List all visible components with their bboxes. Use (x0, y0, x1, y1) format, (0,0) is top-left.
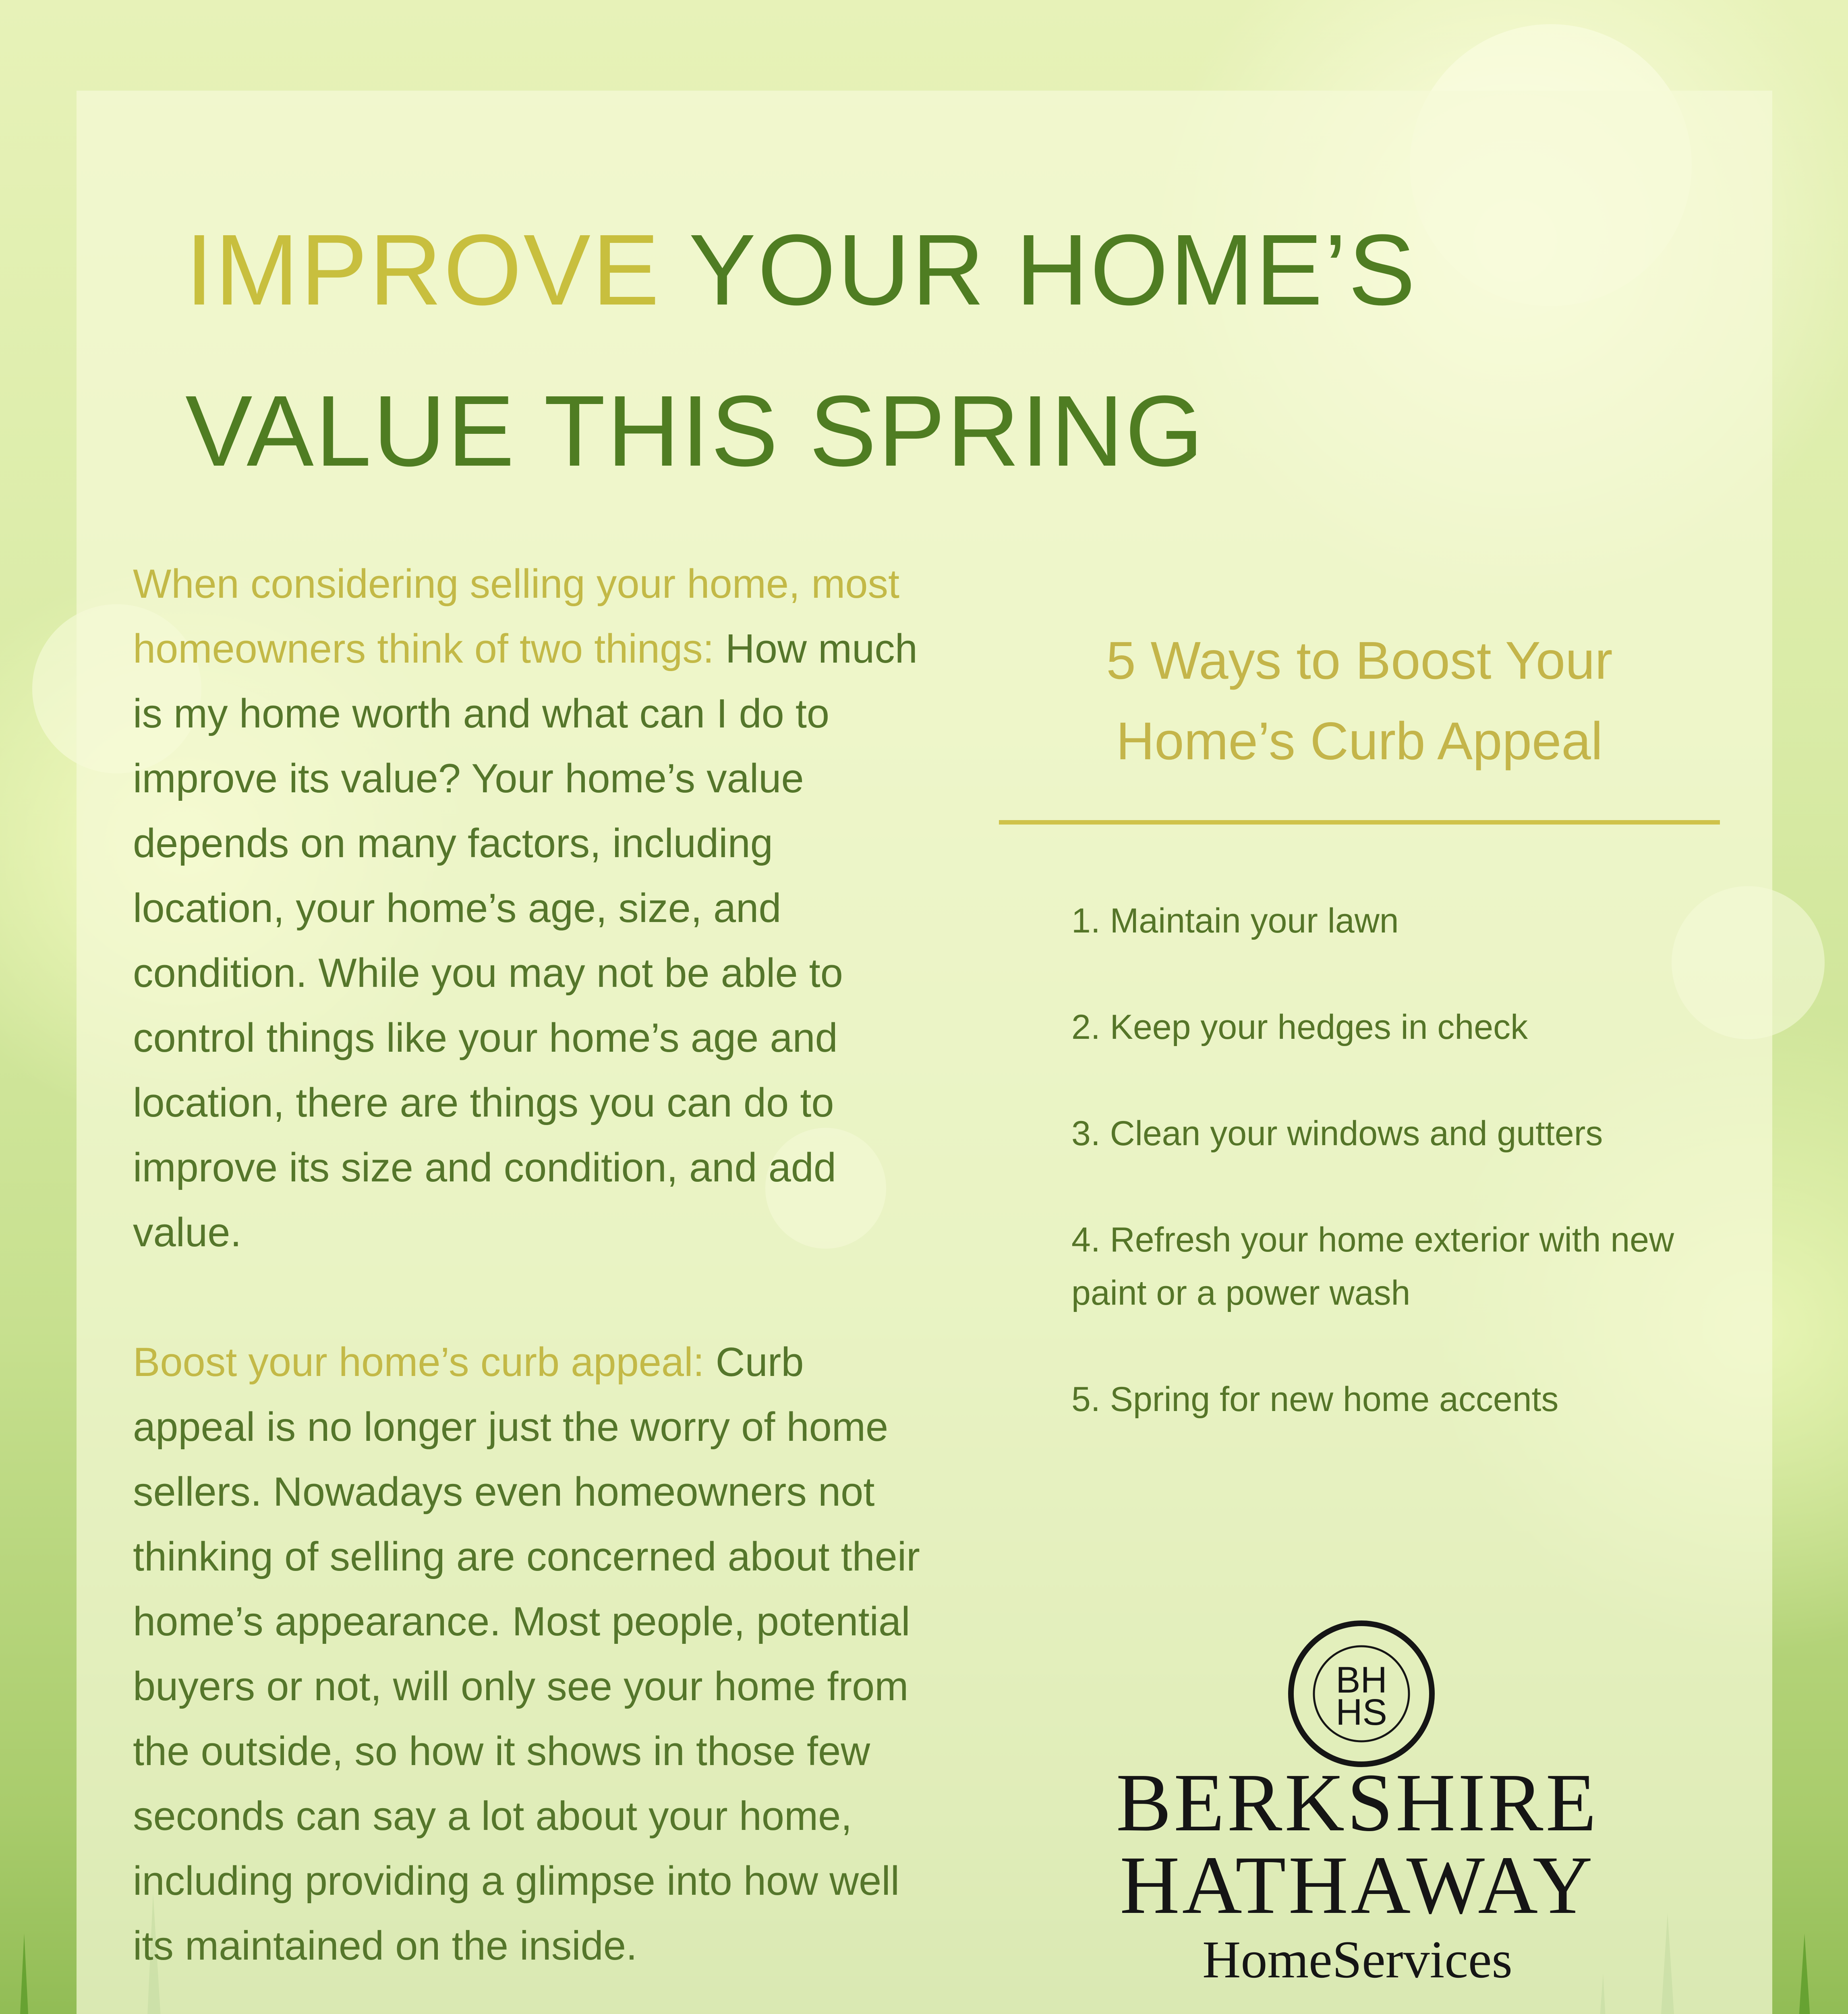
list-item: 3. Clean your windows and gutters (1071, 1114, 1603, 1153)
title-accent-word: IMPROVE (185, 213, 661, 326)
curb-lead: Boost your home’s curb appeal: (133, 1340, 704, 1385)
intro-lead: When considering selling your home, most homeowners think of two things: (133, 562, 900, 671)
brand-line3: HomeServices (1202, 1930, 1512, 1989)
page-title (185, 189, 1555, 512)
title-line2: VALUE THIS SPRING (185, 375, 1205, 487)
list-item: 2. Keep your hedges in check (1071, 1008, 1528, 1046)
list-item: 1. Maintain your lawn (1071, 901, 1399, 940)
seal-bottom-letters: HS (1336, 1692, 1387, 1733)
list-item: 5. Spring for new home accents (1071, 1380, 1559, 1419)
sidebar-heading (999, 620, 1720, 781)
curb-body: Curb appeal is no longer just the worry of home sellers. Nowadays even homeowners not thinking of selling are concerned about their home’s appearance. Most people, potential buyers or not, will only see your home from the outside, so how it shows in those few seconds can say a lot about your home, including providing a glimpse into how well its maintained on the inside. (133, 1340, 920, 1968)
sidebar-divider (999, 820, 1720, 825)
intro-paragraph (133, 552, 934, 1265)
curb-appeal-paragraph (133, 1330, 934, 1979)
list-item: 4. Refresh your home exterior with new paint or a power wash (1071, 1220, 1674, 1312)
seal-top-letters: BH (1336, 1660, 1387, 1701)
article-body (133, 552, 934, 2014)
curb-appeal-list (1071, 894, 1700, 1479)
brand-wordmark (1031, 1756, 1684, 2014)
brand-line1: BERKSHIRE (1116, 1756, 1599, 1848)
bhhs-seal-logo (1287, 1619, 1436, 1768)
title-line1-rest: YOUR HOME’S (688, 213, 1417, 326)
sidebar-heading-line1: 5 Ways to Boost Your (1106, 631, 1613, 690)
intro-body: How much is my home worth and what can I do to improve its value? Your home’s value depends on many factors, including location, your home’s age, size, and condition. While you may not be able to control things like your home’s age and location, there are things you can do to improve its size and condition, and add value. (133, 626, 918, 1255)
brand-line2: HATHAWAY (1120, 1839, 1595, 1931)
sidebar-heading-line2: Home’s Curb Appeal (1116, 711, 1603, 771)
